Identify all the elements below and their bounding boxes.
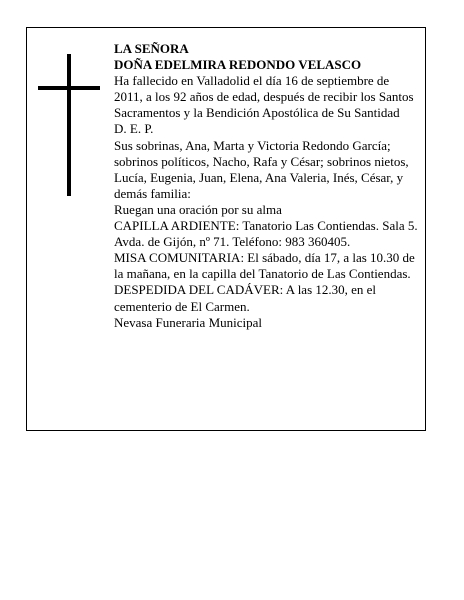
dep-line: D. E. P.	[114, 121, 154, 137]
obituary-notice	[26, 27, 426, 431]
obituary-text	[114, 41, 420, 331]
prayer-request: Ruegan una oración por su alma	[114, 201, 282, 217]
cross-vertical-bar	[67, 54, 71, 196]
heading: LA SEÑORA	[114, 41, 189, 56]
funeral-home: Nevasa Funeraria Municipal	[114, 314, 263, 330]
death-announcement: Ha fallecido en Valladolid el día 16 de septiembre de 2011, a los 92 años de edad, después de recibir los Santos Sacramentos y la Bendición Apostólica de Su Santidad	[114, 73, 414, 121]
family-list: Sus sobrinas, Ana, Marta y Victoria Redondo García; sobrinos políticos, Nacho, Rafa y César; sobrinos nietos, Lucía, Eugenia, Juan, Elena, Ana Valeria, Inés, César, y demás familia:	[114, 137, 409, 201]
mass-info: MISA COMUNITARIA: El sábado, día 17, a las 10.30 de la mañana, en la capilla del Tanatorio de Las Contiendas.	[114, 250, 415, 282]
farewell-info: DESPEDIDA DEL CADÁVER: A las 12.30, en el cementerio de El Carmen.	[114, 282, 377, 314]
cross-horizontal-bar	[38, 86, 100, 90]
chapel-info: CAPILLA ARDIENTE: Tanatorio Las Contiendas. Sala 5. Avda. de Gijón, nº 71. Teléfono: 983 360405.	[114, 218, 418, 250]
deceased-name: DOÑA EDELMIRA REDONDO VELASCO	[114, 57, 362, 73]
